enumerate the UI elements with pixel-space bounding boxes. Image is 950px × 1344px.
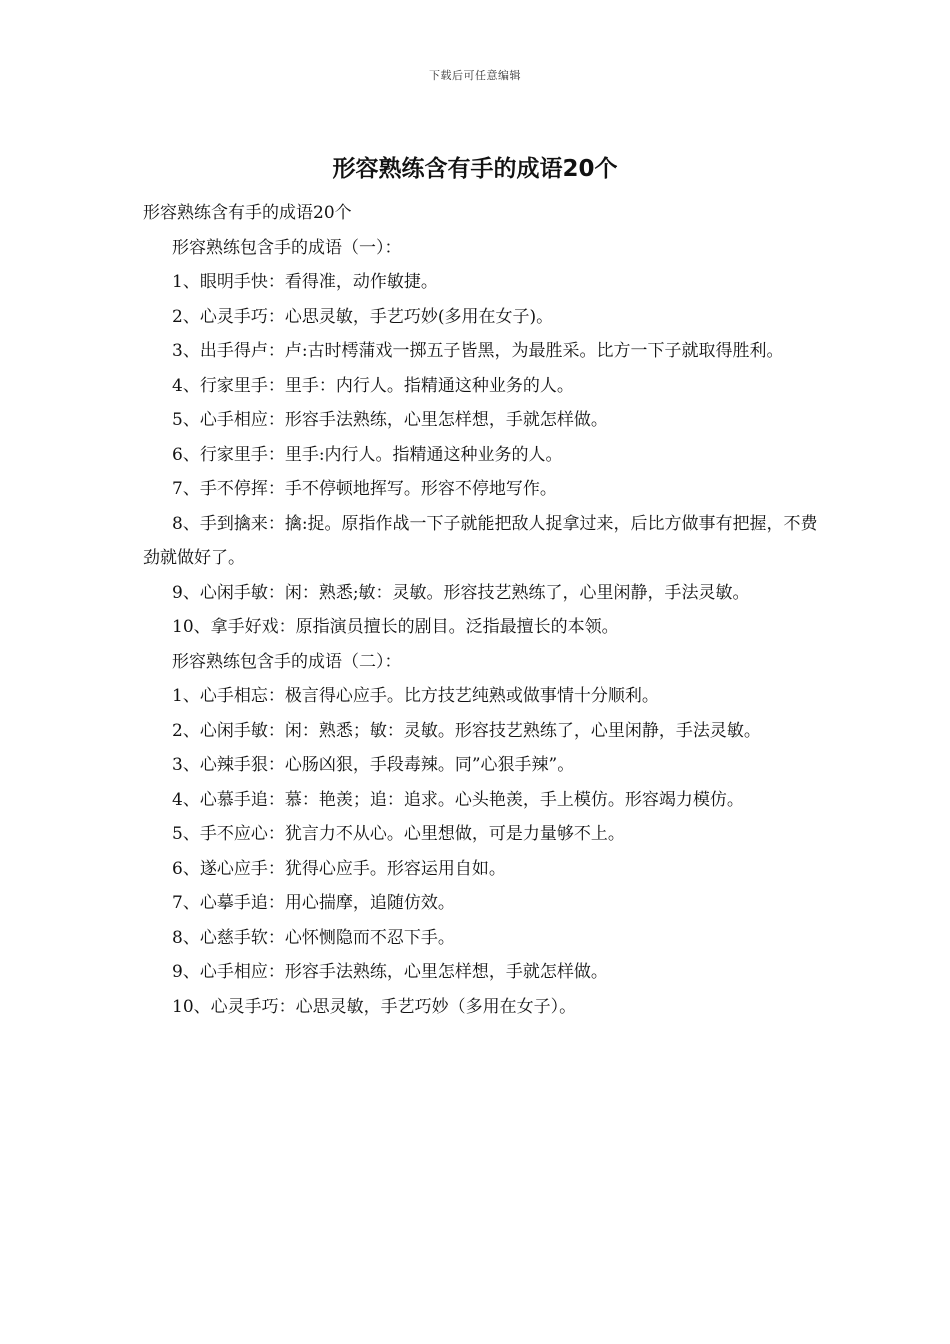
document-body	[143, 196, 823, 1024]
section-2-heading: 形容熟练包含手的成语（二）：	[172, 651, 402, 672]
section-1-item: 1、眼明手快：看得准，动作敏捷。	[172, 272, 438, 292]
section-2-item: 7、心摹手追：用心揣摩，追随仿效。	[172, 893, 455, 913]
section-2-item: 8、心慈手软：心怀恻隐而不忍下手。	[172, 927, 455, 948]
section-2-item: 9、心手相应：形容手法熟练，心里怎样想，手就怎样做。	[172, 962, 608, 982]
section-1-item: 10、拿手好戏：原指演员擅长的剧目。泛指最擅长的本领。	[172, 617, 619, 637]
section-1-item: 9、心闲手敏：闲：熟悉;敏：灵敏。形容技艺熟练了，心里闲静，手法灵敏。	[172, 582, 750, 603]
section-1-item: 7、手不停挥：手不停顿地挥写。形容不停地写作。	[172, 479, 557, 499]
section-1-item: 3、出手得卢：卢:古时樗蒲戏一掷五子皆黑，为最胜采。比方一下子就取得胜利。	[172, 341, 784, 361]
intro-line: 形容熟练含有手的成语20个	[143, 203, 352, 223]
section-1-heading: 形容熟练包含手的成语（一）：	[172, 237, 402, 258]
section-2-item: 1、心手相忘：极言得心应手。比方技艺纯熟或做事情十分顺利。	[172, 686, 659, 706]
section-2-item: 3、心辣手狠：心肠凶狠，手段毒辣。同”心狠手辣”。	[172, 755, 575, 775]
document-title: 形容熟练含有手的成语20个	[332, 156, 618, 182]
section-2-item: 4、心慕手追：慕：艳羡；追：追求。心头艳羡，手上模仿。形容竭力模仿。	[172, 789, 744, 810]
section-1-item: 6、行家里手：里手:内行人。指精通这种业务的人。	[172, 444, 563, 465]
section-1-item: 8、手到擒来：擒:捉。原指作战一下子就能把敌人捉拿过来，后比方做事有把握，不费劲就做好了。	[143, 513, 818, 568]
section-1-item: 4、行家里手：里手：内行人。指精通这种业务的人。	[172, 375, 574, 396]
section-1-item: 2、心灵手巧：心思灵敏，手艺巧妙(多用在女子)。	[172, 306, 554, 327]
section-1-item: 5、心手相应：形容手法熟练，心里怎样想，手就怎样做。	[172, 410, 608, 430]
section-2-item: 2、心闲手敏：闲：熟悉；敏：灵敏。形容技艺熟练了，心里闲静，手法灵敏。	[172, 720, 761, 741]
header-note: 下载后可任意编辑	[429, 69, 521, 82]
section-2-item: 5、手不应心：犹言力不从心。心里想做，可是力量够不上。	[172, 824, 625, 844]
section-2-item: 6、遂心应手：犹得心应手。形容运用自如。	[172, 858, 506, 879]
section-2-item: 10、心灵手巧：心思灵敏，手艺巧妙（多用在女子）。	[172, 996, 577, 1017]
